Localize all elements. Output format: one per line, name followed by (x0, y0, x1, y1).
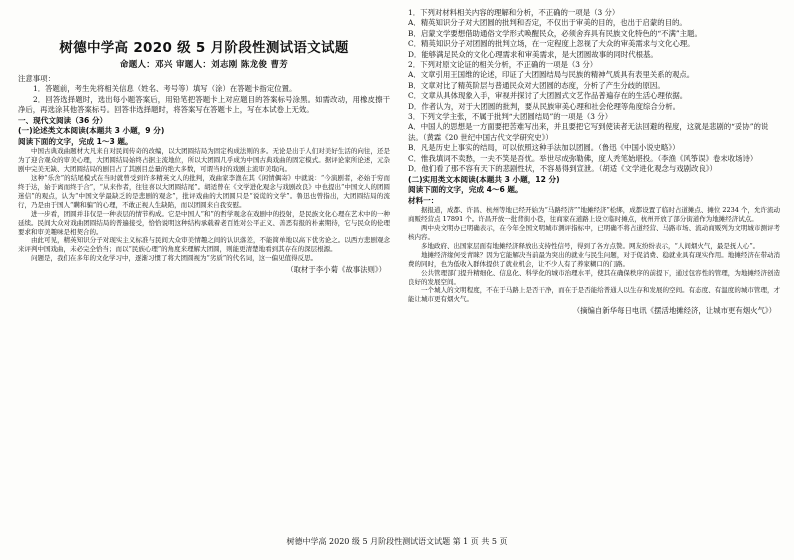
question-3-option-c: C．惟我填词不卖愁，一夫不笑是吾忧。举世尽成弥勒佛，度人秃笔始堪投。（李渔《风筝误》卷末收场诗） (408, 153, 758, 163)
section-1-heading: 一、现代文阅读（36 分） (18, 115, 108, 125)
section-1-instruction: 阅读下面的文字，完成 1～3 题。 (18, 136, 133, 146)
material-paragraph: 多地政府、出国家层面有地摊经济释放出支持性信号，得到了各方点赞。网友纷纷表示，“人间烟火气，最是抚人心”。 (421, 241, 760, 250)
question-2-option-a: A．文章引用王国维的论述，印证了大团圆结局与民族的精神气质具有表里关系的观点。 (408, 70, 695, 80)
passage-paragraph: 由此可见，精英知识分子对现实主义标准与民间大众审美情趣之间的认识落差，不能简单地以高下优劣论之。以西方悲剧观念来评判中国戏曲，未必完全恰当；而以“民族心理”的角度来理解大团圆，则能更清楚地看到其存在的深层根源。 (18, 236, 390, 254)
question-1-option-b: B．启蒙文学要想借助通俗文学形式唤醒民众，必须舍弃具有民族文化特色的“不满”主题。 (408, 28, 702, 38)
section-1-subheading: (一)论述类文本阅读(本题共 3 小题，9 分) (18, 126, 165, 136)
question-3-stem: 3．下列文学主张，不属于批判“大团圆结局”的一项是（3 分） (408, 112, 613, 122)
question-3-option-b: B．凡是历史上事实的结局，可以依照这种手法加以团圆。（鲁迅《中国小说史略》） (408, 143, 680, 153)
section-2-subheading: (二)实用类文本阅读(本题共 3 小题，12 分) (408, 174, 560, 184)
passage-paragraph: 这种“乐舍”的结尾模式在当时就曾受到许多精英文人的批判，戏曲家李渔在其《闲情偶寄》中就说：“今演剧者，必始于穷而终于达，始于离而终于合”，“从来作者，往往喜以大团圆结尾”。胡适曾在《文学进化观念与戏剧改良》中也提出“中国文人的团圆迷信”的观点，认为“中国文学最缺乏的是悲剧的观念”，批评戏曲的大团圆只是“说谎的文学”。鲁迅也曾指出，大团圆结局的流行，乃是由于国人“瞒和骗”的心理，不敢正视人生缺陷，而以团圆来自我安慰。 (18, 174, 390, 209)
material-source: （摘编自新华每日电讯《摆活地摊经济，让城市更有烟火气》） (572, 306, 776, 316)
passage-source: （取材于李小菊《故事法则》） (286, 265, 386, 275)
question-3-option-d: D．他们看了那不容有天下的悲剧性状，不容易得到宣泄。（胡适《文学进化观念与戏剧改良》） (408, 164, 717, 174)
passage-paragraph: 问题是，我们在多年的文化学习中，逐渐习惯了将大团圆视为“劣质”的代名词，这一偏见值得反思。 (31, 254, 318, 263)
question-2-option-b: B．文章对比了精英阶层与普通民众对大团圆的态度，分析了产生分歧的原因。 (408, 80, 665, 90)
question-1-option-c: C．精英知识分子对团圆的批判立场，在一定程度上忽视了大众的审美需求与文化心理。 (408, 39, 695, 49)
question-2-option-c: C．文章从具体现象入手，审视并探讨了大团圆式文艺作品普遍存在的生活心理依据。 (408, 91, 688, 101)
material-paragraph: 地摊经济缘何受青睐？因为它能解决当前最为突出的就业与民生问题，对于促消费、稳就业具有现实作用。地摊经济在带动消费的同时，也为低收入群体提供了就业机会，让不少人有了养家糊口的门路。 (408, 250, 780, 268)
right-column (408, 8, 780, 317)
material-paragraph: 一个城人的文明程度，不在于马路上是否干净，而在于是否能给普通人以生存和发展的空间。有态度、有温度的城市管理，才能让城市更有烟火气。 (408, 286, 780, 304)
question-1-stem: 1．下列对材料相关内容的理解和分析，不正确的一项是（3 分） (408, 8, 620, 17)
left-column (18, 8, 390, 276)
section-2-instruction: 阅读下面的文字，完成 4～6 题。 (408, 185, 523, 195)
material-1-label: 材料一： (408, 195, 439, 205)
material-paragraph: 公共管理部门提升精细化、信息化、科学化的城市治理水平，使其在确保秩序的前提下，通过包容性的管理，为地摊经济创造良好的发展空间。 (408, 268, 780, 286)
notice-item-1: 1．答题前，考生先将相关信息（姓名、考号等）填写（涂）在答题卡指定位置。 (33, 84, 297, 94)
question-1-option-d: D．能够满足民众的文化心理需求和审美需求，是大团圆故事的同时代根基。 (408, 49, 658, 59)
question-3-option-a: A．中国人的思想是一方面要把苦难写出来，并且要把它写到使读者无法回避的程度，这就是悲剧的“妥协”的说法。（黄霖《20 世纪中国古代文学研究史》） (408, 122, 769, 142)
passage-paragraph: 进一步看，团圆并非仅是一种表层的情节构成。它是中国人“和”的哲学观念在戏剧中的投射，是民族文化心理在艺术中的一种延续。民间大众对戏曲团圆结局的普遍接受，恰恰说明这种结构承载着老百姓对公平正义、善恶有报的朴素期待，它与民众的伦理要求和审美趣味是相契合的。 (18, 209, 390, 236)
page-footer: 树德中学高 2020 级 5 月阶段性测试语文试题 第 1 页 共 5 页 (286, 537, 508, 546)
passage-paragraph: 中国古典戏曲题材大凡来自对民间传奇的改编，以大团圆结局为固定构成法则的多。无论是出于人们对美好生活的向往，还是为了迎合观众的审美心理，大团圆结局始终占据主流地位，所以大团圆几乎成为中国古典戏曲的固定模式。据评论家所论述，元杂剧中完美无缺、大团圆结局的剧目占了其剧目总量的绝大多数，可谓当时的戏剧主流审美取向。 (18, 147, 390, 174)
exam-authors: 命题人：邓兴 审题人：刘志刚 陈龙俊 曹芳 (119, 60, 289, 70)
notice-label: 注意事项： (18, 74, 55, 83)
notice-item-2: 2．回答选择题时，选出每小题答案后，用铅笔把答题卡上对应题目的答案标号涂黑。如需改动，用橡皮擦干净后，再选涂其他答案标号。回答非选择题时，将答案写在答题卡上，写在本试卷上无效。 (18, 94, 390, 115)
question-2-option-d: D．作者认为，对于大团圆的批判，要从民族审美心理和社会伦理等角度综合分析。 (408, 101, 680, 111)
material-paragraph: 两中央文明办已明确表示，在今年全国文明城市测评指标中，已明确不将占道经营、马路市场、流动商贩列为文明城市测评考核内容。 (408, 224, 780, 241)
material-paragraph: 据报道，成都、许昌、杭州等地已经开始为“马路经济”“地摊经济”松绑，成都设置了临时占道摊点、摊位 2234 个，允许流动商贩经营点 17891 个。许昌开放一批背街小巷，往商家在道路上设立临时摊点，杭州开放了部分街道作为地摊经济试点。 (408, 206, 780, 224)
question-2-stem: 2．下列对原文论证的相关分析，不正确的一项是（3 分） (408, 60, 598, 70)
question-1-option-a: A．精英知识分子对大团圆的批判和否定，不仅出于审美的目的，也出于启蒙的目的。 (408, 18, 687, 28)
exam-title: 树德中学高 2020 级 5 月阶段性测试语文试题 (59, 40, 349, 56)
